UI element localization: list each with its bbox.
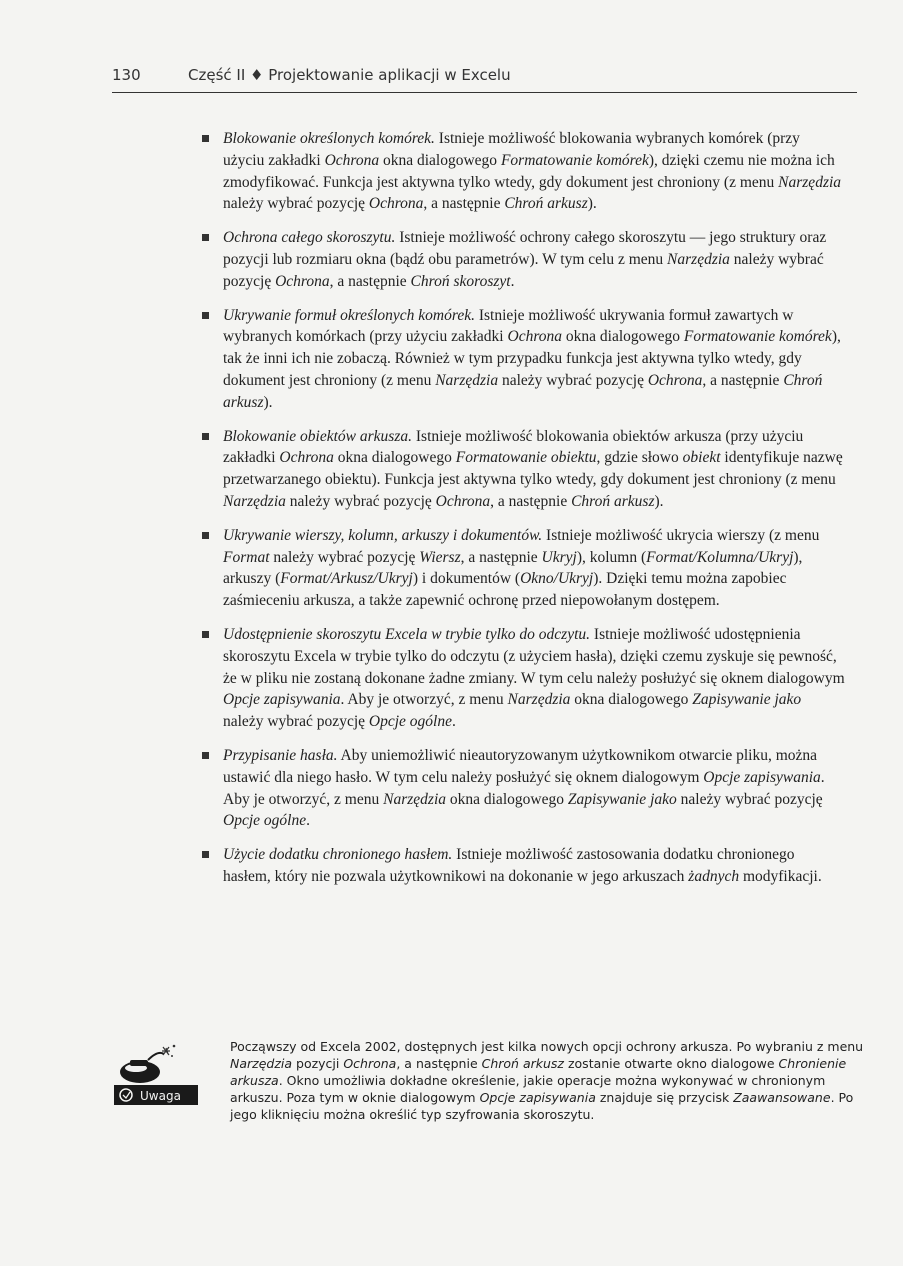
- emphasis-text: Przypisanie hasła.: [223, 746, 338, 764]
- body-text: ). Dzięki temu można zapobiec zaśmieceniu arkusza, a także zapewnić ochronę przed niepowołanym dostępem.: [223, 570, 787, 610]
- body-text: ), arkuszy (: [223, 548, 803, 588]
- body-text: Istnieje możliwość ukrycia wierszy (z menu: [542, 526, 820, 544]
- list-item-text: [223, 227, 845, 292]
- list-item: [200, 426, 845, 513]
- emphasis-text: Narzędzia: [778, 173, 842, 191]
- body-text: Istnieje możliwość udostępnienia skoroszytu Excela w trybie tylko do odczytu (z użyciem hasła), dzięki czemu zyskuje się pewność, że w pliku nie zostaną dokonane żadne zmiany. W tym celu należy posłużyć się oknem dialogowym: [223, 625, 845, 687]
- square-bullet-icon: [202, 851, 209, 858]
- body-text: Istnieje możliwość zastosowania dodatku chronionego hasłem, który nie pozwala użytkownikowi na dokonanie w jego arkuszach: [223, 846, 795, 885]
- body-text: ), tak że inni ich nie zobaczą. Również w tym przypadku funkcja jest aktywna tylko wtedy, gdy dokument jest chroniony (z menu: [223, 328, 841, 389]
- bullet-list: [200, 128, 845, 900]
- emphasis-text: Ochrona: [435, 492, 491, 510]
- square-bullet-icon: [202, 433, 209, 440]
- emphasis-text: Ukrywanie formuł określonych komórek.: [223, 306, 475, 324]
- emphasis-text: Chroń arkusz: [223, 371, 823, 411]
- emphasis-text: Użycie dodatku chronionego hasłem.: [223, 846, 453, 864]
- square-bullet-icon: [202, 135, 209, 142]
- emphasis-text: Narzędzia: [435, 371, 499, 389]
- body-text: , a następnie: [396, 1056, 482, 1071]
- body-text: pozycji: [292, 1056, 344, 1071]
- body-text: okna dialogowego: [333, 449, 456, 467]
- body-text: zostanie otwarte okno dialogowe: [564, 1056, 779, 1071]
- list-item-text: [223, 305, 845, 414]
- body-text: okna dialogowego: [379, 151, 501, 169]
- page-header: [112, 64, 857, 93]
- body-text: ), dzięki czemu nie można ich zmodyfikować. Funkcja jest aktywna tylko wtedy, gdy dokument jest chroniony (z menu: [223, 151, 835, 191]
- body-text: Istnieje możliwość blokowania wybranych komórek (przy użyciu zakładki: [223, 130, 800, 169]
- running-title: Część II ♦ Projektowanie aplikacji w Excelu: [188, 66, 511, 84]
- body-text: ), kolumn (: [576, 548, 647, 566]
- emphasis-text: Narzędzia: [507, 691, 571, 709]
- emphasis-text: Chroń arkusz: [481, 1056, 564, 1071]
- emphasis-text: Ochrona: [275, 272, 330, 290]
- body-text: okna dialogowego: [446, 790, 568, 808]
- emphasis-text: Opcje zapisywania: [223, 691, 341, 709]
- emphasis-text: Ochrona: [647, 371, 703, 389]
- note-box: [114, 1038, 864, 1178]
- list-item: [200, 844, 845, 888]
- list-item: [200, 227, 845, 292]
- body-text: Istnieje możliwość ukrywania formuł zawartych w wybranych komórkach (przy użyciu zakładki: [223, 306, 794, 346]
- emphasis-text: Ochrona: [324, 151, 380, 169]
- body-text: ).: [654, 492, 664, 510]
- emphasis-text: Opcje ogólne: [223, 812, 307, 830]
- body-text: , a następnie: [702, 371, 784, 389]
- body-text: okna dialogowego: [562, 328, 684, 346]
- emphasis-text: Udostępnienie skoroszytu Excela w trybie tylko do odczytu.: [223, 625, 591, 643]
- body-text: należy wybrać pozycję: [223, 713, 369, 731]
- list-item: [200, 525, 845, 612]
- body-text: identyfikuje nazwę przetwarzanego obiektu). Funkcja jest aktywna tylko wtedy, gdy dokument jest chroniony (z menu: [223, 449, 843, 489]
- emphasis-text: Chroń arkusz: [571, 492, 655, 510]
- body-text: należy wybrać pozycję: [269, 548, 420, 566]
- emphasis-text: Narzędzia: [223, 492, 286, 510]
- body-text: okna dialogowego: [570, 691, 693, 709]
- emphasis-text: Format/Arkusz/Ukryj: [280, 570, 413, 588]
- body-text: Istnieje możliwość blokowania obiektów arkusza (przy użyciu zakładki: [223, 427, 804, 467]
- list-item-text: [223, 745, 845, 832]
- emphasis-text: Narzędzia: [667, 250, 730, 268]
- list-item-text: [223, 426, 845, 513]
- note-label: Uwaga: [140, 1089, 181, 1103]
- square-bullet-icon: [202, 752, 209, 759]
- emphasis-text: Ochrona: [279, 449, 334, 467]
- square-bullet-icon: [202, 312, 209, 319]
- emphasis-text: Opcje zapisywania: [479, 1090, 596, 1105]
- emphasis-text: Zaawansowane: [733, 1090, 831, 1105]
- body-text: .: [510, 272, 515, 290]
- emphasis-text: Narzędzia: [383, 790, 446, 808]
- body-text: . Po jego kliknięciu można określić typ szyfrowania skoroszytu.: [230, 1090, 854, 1122]
- body-text: , a następnie: [329, 272, 411, 290]
- emphasis-text: Ochrona: [507, 328, 563, 346]
- emphasis-text: Wiersz: [419, 548, 461, 566]
- list-item-text: [223, 128, 845, 215]
- emphasis-text: Ukryj: [541, 548, 577, 566]
- emphasis-text: Zapisywanie jako: [692, 691, 802, 709]
- emphasis-text: Chroń skoroszyt: [410, 272, 511, 290]
- body-text: .: [451, 713, 456, 731]
- note-paragraph: [230, 1038, 875, 1123]
- emphasis-text: Format: [223, 548, 270, 566]
- list-item: [200, 305, 845, 414]
- emphasis-text: Zapisywanie jako: [567, 790, 677, 808]
- body-text: Począwszy od Excela 2002, dostępnych jest kilka nowych opcji ochrony arkusza. Po wybraniu z menu: [230, 1039, 864, 1054]
- list-item-text: [223, 624, 845, 733]
- body-text: należy wybrać pozycję: [498, 371, 648, 389]
- emphasis-text: żadnych: [688, 867, 740, 885]
- body-text: .: [306, 812, 310, 830]
- square-bullet-icon: [202, 234, 209, 241]
- body-text: ) i dokumentów (: [412, 570, 521, 588]
- body-text: , gdzie słowo: [596, 449, 683, 467]
- list-item: [200, 624, 845, 733]
- body-text: należy wybrać pozycję: [285, 492, 436, 510]
- body-text: , a następnie: [423, 195, 505, 213]
- body-text: modyfikacji.: [739, 867, 822, 885]
- square-bullet-icon: [202, 631, 209, 638]
- emphasis-text: Blokowanie określonych komórek.: [223, 130, 435, 147]
- list-item-text: [223, 844, 845, 888]
- body-text: . Aby je otworzyć, z menu: [340, 691, 508, 709]
- note-text: [230, 1038, 875, 1123]
- body-text: , a następnie: [460, 548, 542, 566]
- emphasis-text: Blokowanie obiektów arkusza.: [223, 427, 412, 445]
- body-text: , a następnie: [490, 492, 572, 510]
- body-text: ).: [587, 195, 597, 213]
- body-text: . Okno umożliwia dokładne określenie, jakie operacje można wykonywać w chronionym arkuszu. Poza tym w oknie dialogowym: [230, 1073, 826, 1105]
- body-text: Istnieje możliwość ochrony całego skoroszytu — jego struktury oraz pozycji lub rozmiaru okna (bądź obu parametrów). W tym celu z menu: [223, 229, 827, 268]
- page-number: 130: [112, 66, 141, 84]
- emphasis-text: Opcje ogólne: [368, 713, 452, 731]
- body-text: Aby uniemożliwić nieautoryzowanym użytkownikom otwarcie pliku, można ustawić dla niego hasło. W tym celu należy posłużyć się oknem dialogowym: [223, 746, 818, 786]
- emphasis-text: Ukrywanie wierszy, kolumn, arkuszy i dokumentów.: [223, 526, 543, 544]
- emphasis-text: Formatowanie obiektu: [455, 449, 597, 467]
- emphasis-text: Narzędzia: [230, 1056, 293, 1071]
- list-item-text: [223, 525, 845, 612]
- body-text: ).: [263, 393, 273, 411]
- emphasis-text: Opcje zapisywania: [703, 768, 821, 786]
- emphasis-text: Okno/Ukryj: [520, 570, 594, 588]
- emphasis-text: Formatowanie komórek: [683, 328, 832, 346]
- emphasis-text: Ochrona całego skoroszytu.: [223, 229, 396, 247]
- emphasis-text: obiekt: [682, 449, 721, 467]
- emphasis-text: Formatowanie komórek: [500, 151, 649, 169]
- body-text: . Aby je otworzyć, z menu: [223, 768, 825, 808]
- body-text: należy wybrać pozycję: [676, 790, 823, 808]
- emphasis-text: Chronienie arkusza: [230, 1056, 847, 1088]
- list-item: [200, 745, 845, 832]
- body-text: należy wybrać pozycję: [223, 250, 824, 290]
- emphasis-text: Format/Kolumna/Ukryj: [646, 548, 794, 566]
- list-item: [200, 128, 845, 215]
- warning-bomb-icon: [114, 1040, 198, 1110]
- body-text: znajduje się przycisk: [595, 1090, 734, 1105]
- emphasis-text: Ochrona: [368, 195, 424, 213]
- emphasis-text: Ochrona: [343, 1056, 397, 1071]
- square-bullet-icon: [202, 532, 209, 539]
- body-text: należy wybrać pozycję: [223, 195, 369, 213]
- emphasis-text: Chroń arkusz: [504, 195, 588, 213]
